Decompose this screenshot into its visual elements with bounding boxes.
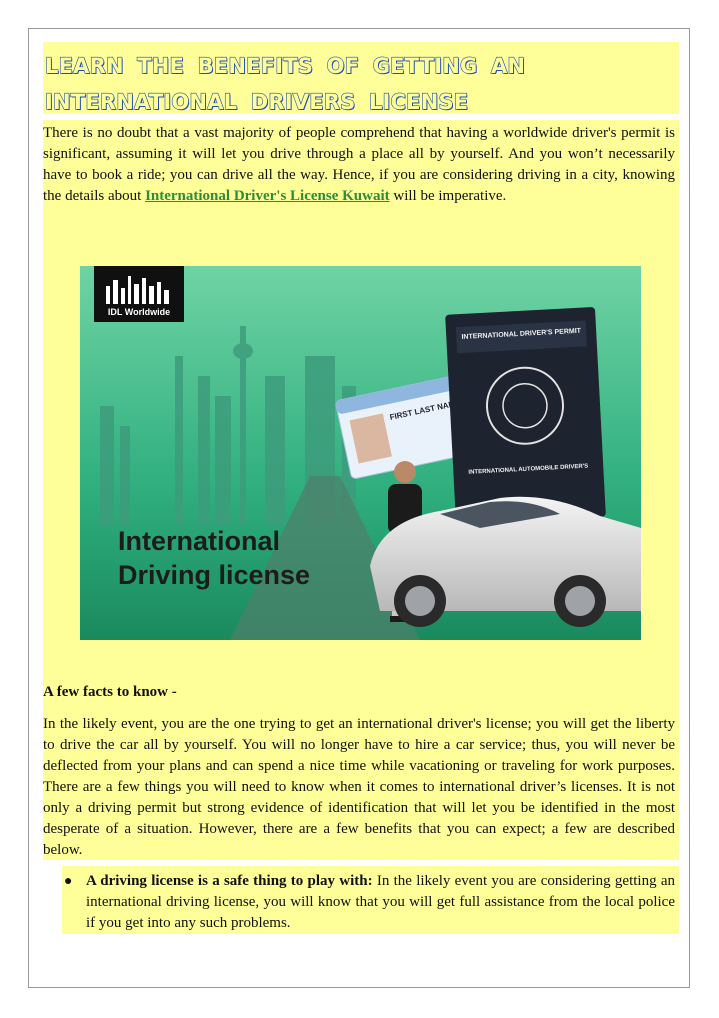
- permit-subtitle: INTERNATIONAL AUTOMOBILE DRIVER'S: [468, 463, 589, 476]
- hero-caption-line2: Driving license: [118, 560, 311, 590]
- bullet-icon: ●: [64, 874, 73, 889]
- permit-title: INTERNATIONAL DRIVER'S PERMIT: [461, 327, 582, 341]
- intro-text-end: will be imperative.: [389, 188, 507, 204]
- intro-paragraph: [43, 123, 675, 207]
- facts-paragraph: In the likely event, you are the one trying to get an international driver's license; you will get the liberty to drive the car all by yourself. You will no longer have to hire a car service; thus, you will never be deflected from your plans and can spend a nice time while vacationing or traveling for work purposes. There are a few things you will need to know when it comes to international driver’s licenses. It is not only a driving permit but strong evidence of identification that will let you be identified in the most desperate of a situation. However, there are a few benefits that you can expect; a few are described below.: [43, 716, 675, 858]
- hero-caption-line1: International: [118, 526, 281, 556]
- hero-image: [80, 266, 641, 640]
- facts-heading: A few facts to know -: [43, 684, 177, 700]
- logo-text: IDL Worldwide: [107, 307, 171, 317]
- page-title: LEARN THE BENEFITS OF GETTING AN INTERNATIONAL DRIVERS LICENSE: [45, 54, 526, 114]
- bullet-bold: A driving license is a safe thing to play with:: [86, 873, 373, 889]
- card-text: FIRST LAST NAME: [388, 398, 462, 422]
- idl-kuwait-link[interactable]: International Driver's License Kuwait: [145, 188, 390, 204]
- intro-text: There is no doubt that a vast majority of people comprehend that having a worldwide driver's permit is significant, assuming it will let you drive through a place all by yourself. And you won’t necessarily have to book a ride; you can drive all the way. Hence, if you are considering driving in a city, knowing the details about: [43, 125, 675, 204]
- bullet-text: In the likely event you are considering getting an international driving license, you will know that you will get full assistance from the local police if you get into any such problems.: [86, 873, 675, 931]
- list-item: [62, 871, 675, 934]
